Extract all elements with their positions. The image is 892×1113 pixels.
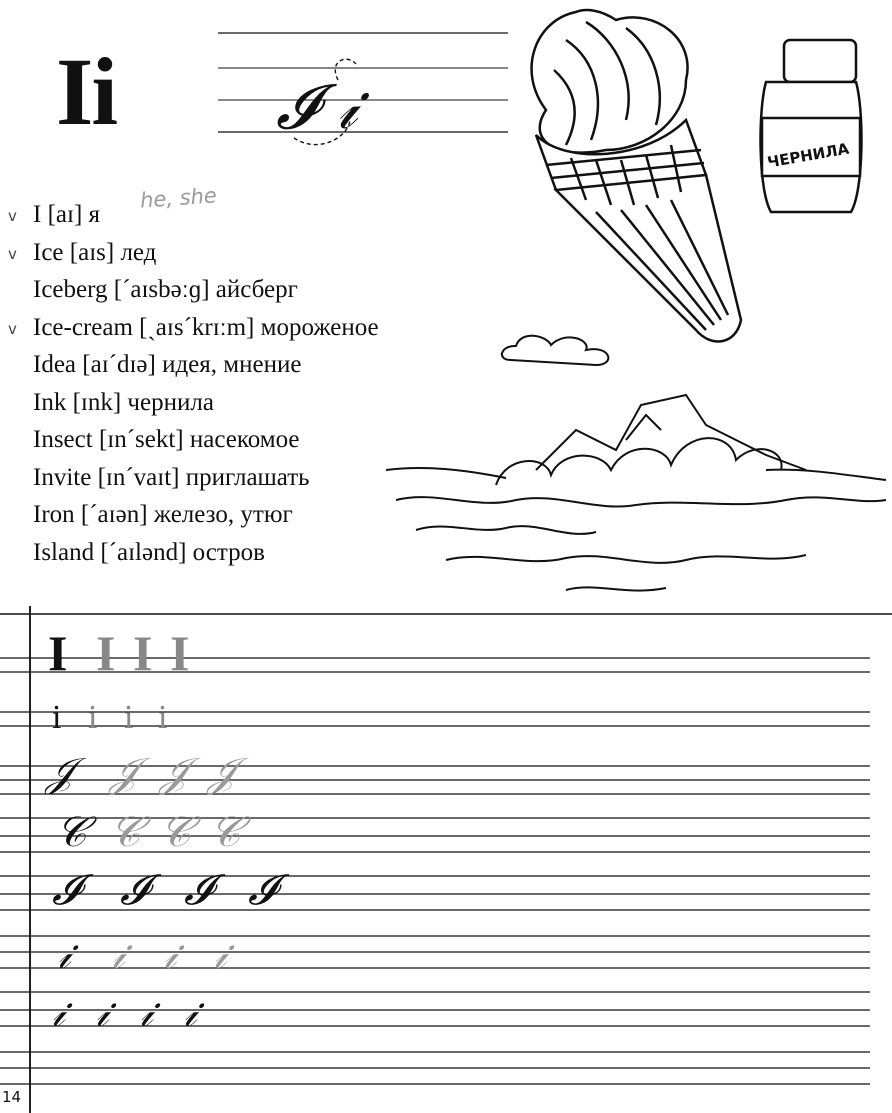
practice-trace-letter: 𝓘 — [184, 865, 213, 914]
practice-sample-letter: 𝓘 — [52, 865, 81, 914]
vocabulary-entry: Ice [aɪs] лед — [33, 238, 157, 266]
practice-trace-letter: I — [96, 625, 116, 681]
practice-trace-letter: I — [170, 625, 190, 681]
practice-trace-letter: 𝓘 — [120, 865, 149, 914]
practice-trace-letter: 𝒥 — [208, 750, 236, 796]
ink-bottle-illustration — [761, 40, 862, 212]
vocabulary-entry: Insect [ɪnˊsekt] насекомое — [33, 426, 300, 453]
practice-trace-letter: i — [88, 699, 98, 736]
page-number: 14 — [2, 1088, 22, 1106]
handwriting-sample: 𝓘 𝒾 — [276, 70, 358, 143]
practice-trace-letter: 𝒥 — [110, 750, 138, 796]
vocabulary-entry: I [aɪ] я — [33, 201, 101, 228]
practice-row — [0, 990, 870, 1036]
practice-sample-letter: 𝒾 — [58, 932, 71, 978]
margin-line — [29, 606, 31, 1113]
practice-trace-letter: i — [124, 699, 134, 736]
practice-trace-letter: 𝒞 — [160, 807, 191, 856]
vocabulary-entry: Island [ˊaɪlənd] остров — [33, 538, 265, 566]
island-illustration — [386, 395, 886, 591]
practice-trace-letter: 𝒞 — [110, 807, 141, 856]
practice-sample-letter: I — [48, 625, 68, 681]
practice-trace-letter: 𝒾 — [184, 990, 197, 1036]
practice-trace-letter: 𝒥 — [160, 750, 188, 796]
vocabulary-entry: Invite [ɪnˊvaɪt] приглашать — [33, 463, 310, 491]
vocabulary-entry: Iron [ˊaɪən] железо, утюг — [33, 501, 293, 528]
vocabulary-entry: Iceberg [ˊaɪsbəːɡ] айсберг — [33, 276, 298, 303]
practice-row — [0, 807, 870, 856]
practice-trace-letter: I — [133, 625, 153, 681]
vocabulary-entry: Ink [ɪnk] чернила — [33, 388, 214, 416]
check-mark: v — [8, 244, 17, 263]
vocabulary-entry: Idea [aɪˊdɪə] идея, мнение — [33, 351, 302, 378]
practice-row — [0, 625, 870, 681]
practice-sample-letter: 𝒥 — [46, 750, 74, 796]
practice-row — [0, 865, 870, 914]
check-mark: v — [8, 319, 17, 338]
practice-row — [0, 750, 870, 796]
cloud-illustration — [502, 336, 608, 365]
vocabulary-entry: Ice-cream [ˏaɪsˊkrɪːm] мороженое — [33, 313, 379, 341]
letter-heading: Ii — [56, 38, 117, 145]
practice-trace-letter: 𝒾 — [140, 990, 153, 1036]
handwritten-note: he, she — [139, 183, 218, 213]
practice-trace-letter: 𝓘 — [248, 865, 277, 914]
practice-trace-letter: i — [158, 699, 168, 736]
practice-trace-letter: 𝒞 — [210, 807, 241, 856]
check-mark: v — [8, 207, 17, 225]
practice-trace-letter: 𝒾 — [164, 932, 177, 978]
bottle-label: ЧЕРНИЛА — [765, 139, 851, 172]
practice-sample-letter: 𝒾 — [52, 990, 65, 1036]
practice-row — [0, 932, 870, 978]
writing-practice-area — [0, 606, 892, 1113]
ice-cream-illustration — [532, 10, 741, 341]
practice-trace-letter: 𝒾 — [214, 932, 227, 978]
practice-trace-letter: 𝒾 — [112, 932, 125, 978]
practice-sample-letter: 𝒞 — [56, 807, 87, 856]
illustration-area — [386, 0, 892, 610]
practice-sample-letter: i — [52, 699, 62, 736]
practice-row — [0, 699, 870, 736]
practice-trace-letter: 𝒾 — [96, 990, 109, 1036]
